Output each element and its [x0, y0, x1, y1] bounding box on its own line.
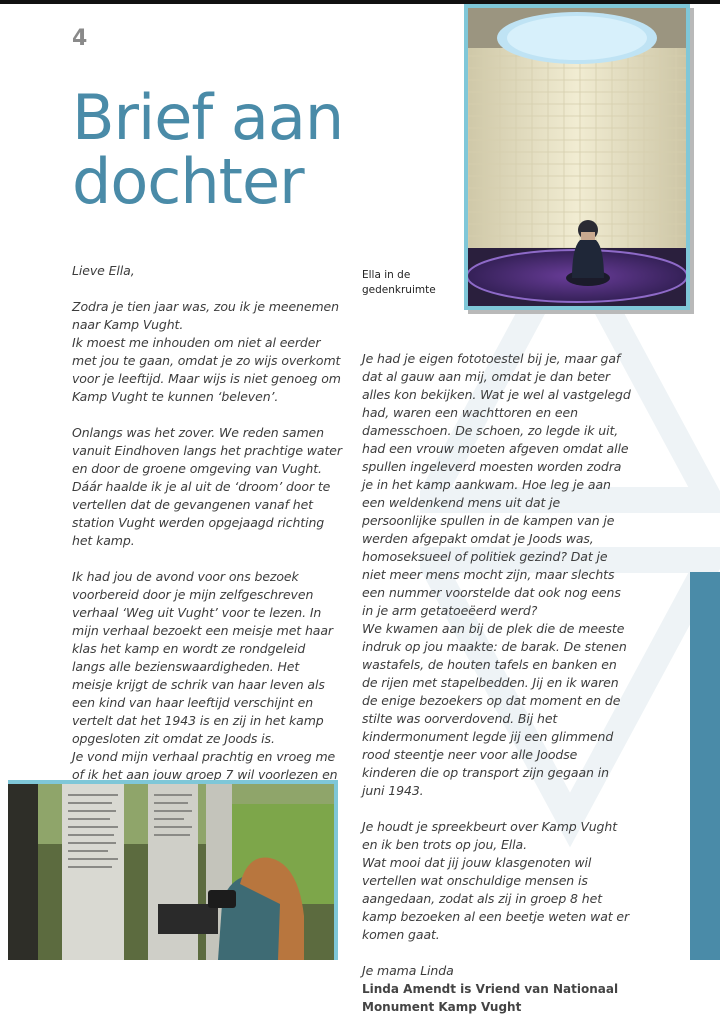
- paragraph: Wat mooi dat jij jouw klasgenoten wil vertellen wat onschuldige mensen is aangedaan, zodat als zij in groep 8 het kamp bezoeken al een beetje weten wat er komen gaat.: [362, 855, 630, 942]
- author-note-line-2: Monument Kamp Vught: [362, 1000, 522, 1014]
- right-column-text: [362, 350, 632, 1016]
- paragraph: Je vond mijn verhaal prachtig en vroeg me of ik het aan jouw groep 7 wil voorlezen en: [72, 749, 338, 782]
- paragraph: Ik had jou de avond voor ons bezoek voorbereid door je mijn zelfgeschreven verhaal ‘Weg uit Vught’ voor te lezen. In mijn verhaal bezoekt een meisje met haar klas het kamp en wordt ze rondgeleid langs alle bezienswaardigheden. Het meisje krijgt de schrik van haar leven als een kind van haar leeftijd verschijnt en vertelt dat het 1943 is en zij in het kamp opgesloten zit omdat ze Joods is.: [72, 569, 333, 746]
- name-wall-photo: [8, 780, 338, 960]
- name-wall-illustration: [8, 784, 334, 960]
- photo-caption: Ella in de gedenkruimte: [362, 269, 436, 296]
- title-line-2: dochter: [72, 145, 304, 218]
- paragraph: Je houdt je spreekbeurt over Kamp Vught en ik ben trots op jou, Ella.: [362, 819, 618, 852]
- paragraph: Ik moest me inhouden om niet al eerder met jou te gaan, omdat je zo wijs overkomt voor je leeftijd. Maar wijs is niet genoeg om Kamp Vught te kunnen ‘beleven’.: [72, 335, 341, 404]
- memorial-room-illustration: [468, 8, 686, 306]
- author-note-line-1: Linda Amendt is Vriend van Nationaal: [362, 982, 619, 996]
- page-number: 4: [72, 26, 88, 51]
- left-column-text: [72, 262, 342, 802]
- paragraph: Lieve Ella,: [72, 263, 135, 278]
- title-line-1: Brief aan: [72, 81, 344, 154]
- paragraph: Zodra je tien jaar was, zou ik je meenemen naar Kamp Vught.: [72, 299, 339, 332]
- sign-off: Je mama Linda: [362, 963, 454, 978]
- page-title: [72, 81, 432, 218]
- paragraph: Je had je eigen fototoestel bij je, maar gaf dat al gauw aan mij, omdat je dan beter alles kon bekijken. Wat je wel al vastgelegd had, waren een wachttoren en een damesschoen. De schoen, zo legde ik uit, had een vrouw moeten afgeven omdat alle spullen ingeleverd moesten worden zodra je in het kamp aankwam. Hoe leg je aan een weldenkend mens uit dat je persoonlijke spullen in de kampen van je werden afgepakt omdat je Joods was, homoseksueel of politiek gezind? Dat je niet meer mens mocht zijn, maar slechts een nummer voorstelde dat ook nog eens in je arm getatoeëerd werd?: [362, 351, 631, 618]
- paragraph: Onlangs was het zover. We reden samen vanuit Eindhoven langs het prachtige water en door de groene omgeving van Vught. Dáár haalde ik je al uit de ‘droom’ door te vertellen dat de gevangenen vanaf het station Vught werden opgejaagd richting het kamp.: [72, 425, 342, 548]
- memorial-room-photo: [464, 4, 690, 310]
- paragraph: We kwamen aan bij de plek die de meeste indruk op jou maakte: de barak. De stenen wastafels, de houten tafels en banken en de rijen met stapelbedden. Jij en ik waren de enige bezoekers op dat moment en de stilte was oorverdovend. Bij het kindermonument legde jij een glimmend rood steentje neer voor alle Joodse kinderen die op transport zijn gegaan in juni 1943.: [362, 621, 627, 798]
- accent-side-bar: [690, 572, 720, 960]
